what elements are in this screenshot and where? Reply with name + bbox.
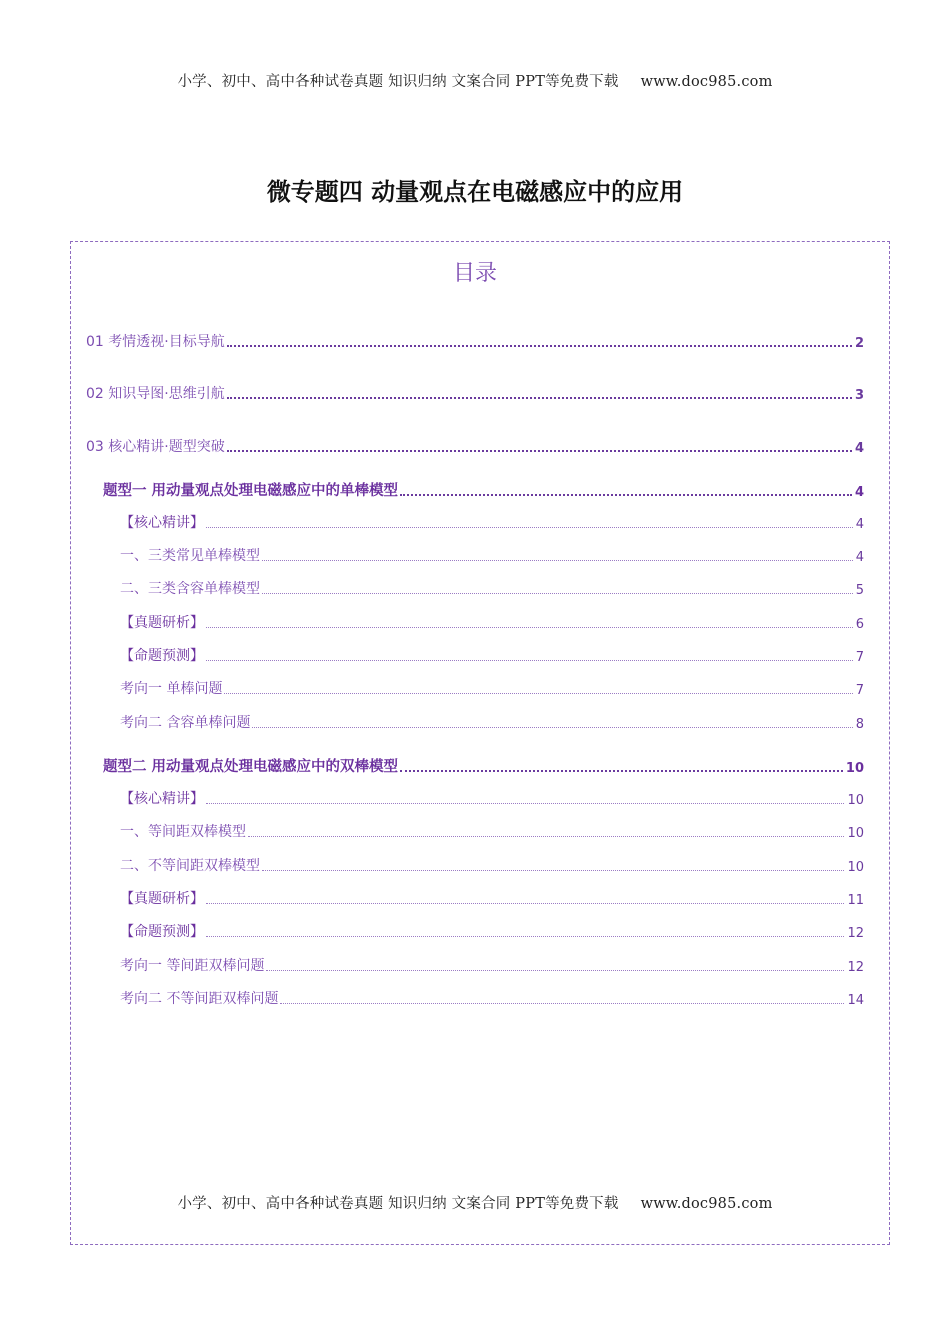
toc-topic-single-rod[interactable] (103, 479, 864, 500)
header-url[interactable]: www.doc985.com (640, 74, 773, 90)
toc-topic-double-rod[interactable] (103, 755, 864, 776)
toc-page-number: 11 (847, 893, 864, 908)
page-header (0, 70, 950, 91)
toc-leader (227, 345, 852, 347)
toc-item[interactable] (120, 512, 864, 532)
toc-item[interactable] (120, 712, 864, 732)
toc-topic-label: 题型二 用动量观点处理电磁感应中的双棒模型 (103, 759, 399, 775)
toc-page-number: 6 (855, 617, 864, 632)
toc-page-number: 12 (847, 926, 864, 941)
toc-page-number: 5 (855, 583, 864, 598)
toc-item[interactable] (120, 645, 864, 665)
toc-leader (400, 770, 843, 772)
toc-leader (248, 836, 844, 837)
toc-page-number: 4 (855, 550, 864, 565)
toc-item[interactable] (120, 545, 864, 565)
toc-page-number: 10 (847, 860, 864, 875)
toc-entry-core[interactable] (86, 436, 864, 456)
toc-item-label: 考向一 等间距双棒问题 (120, 958, 265, 974)
toc-leader (224, 693, 852, 694)
toc-item[interactable] (120, 578, 864, 598)
toc-leader (206, 627, 853, 628)
toc-item-label: 【核心精讲】 (120, 791, 204, 807)
toc-topic-label: 题型一 用动量观点处理电磁感应中的单棒模型 (103, 483, 399, 499)
toc-page-number: 10 (847, 826, 864, 841)
toc-page-number: 8 (855, 717, 864, 732)
toc-leader (400, 494, 852, 496)
footer-text: 小学、初中、高中各种试卷真题 知识归纳 文案合同 PPT等免费下载 (177, 1196, 619, 1212)
toc-item-label: 【核心精讲】 (120, 515, 204, 531)
toc-page-number: 3 (854, 388, 864, 403)
page-footer (0, 1192, 950, 1213)
toc-entry-label: 02 知识导图·思维引航 (86, 386, 225, 402)
toc-entry-label: 01 考情透视·目标导航 (86, 334, 225, 350)
toc-leader (252, 727, 852, 728)
toc-item-label: 一、等间距双棒模型 (120, 824, 246, 840)
toc-item-label: 二、三类含容单棒模型 (120, 581, 260, 597)
toc-page-number: 10 (847, 793, 864, 808)
toc-item-label: 【真题研析】 (120, 891, 204, 907)
toc-leader (262, 560, 853, 561)
toc-page-number: 10 (845, 761, 864, 776)
toc-heading: 目录 (452, 261, 497, 286)
toc-item[interactable] (120, 921, 864, 941)
toc-leader (280, 1003, 844, 1004)
toc-entry-label: 03 核心精讲·题型突破 (86, 439, 225, 455)
toc-item[interactable] (120, 888, 864, 908)
toc-page-number: 4 (855, 517, 864, 532)
toc-page-number: 7 (855, 650, 864, 665)
document-title: 微专题四 动量观点在电磁感应中的应用 (266, 178, 684, 206)
toc-entry-mindmap[interactable] (86, 383, 864, 403)
toc-item-label: 考向二 含容单棒问题 (120, 715, 251, 731)
toc-leader (262, 593, 853, 594)
toc-item-label: 考向二 不等间距双棒问题 (120, 991, 279, 1007)
toc-page-number: 12 (847, 960, 864, 975)
header-text: 小学、初中、高中各种试卷真题 知识归纳 文案合同 PPT等免费下载 (177, 74, 619, 90)
toc-item[interactable] (120, 955, 864, 975)
toc-item-label: 【命题预测】 (120, 924, 204, 940)
toc-leader (266, 970, 844, 971)
toc-leader (262, 870, 844, 871)
toc-item[interactable] (120, 678, 864, 698)
toc-item[interactable] (120, 612, 864, 632)
toc-item-label: 【命题预测】 (120, 648, 204, 664)
toc-item[interactable] (120, 988, 864, 1008)
toc-item-label: 二、不等间距双棒模型 (120, 858, 260, 874)
toc-leader (206, 660, 853, 661)
toc-item-label: 考向一 单棒问题 (120, 681, 223, 697)
toc-page-number: 2 (854, 336, 864, 351)
toc-item[interactable] (120, 855, 864, 875)
toc-leader (206, 936, 844, 937)
toc-item-label: 一、三类常见单棒模型 (120, 548, 260, 564)
toc-leader (227, 450, 852, 452)
footer-url[interactable]: www.doc985.com (640, 1196, 773, 1212)
toc-page-number: 14 (847, 993, 864, 1008)
toc-leader (206, 903, 844, 904)
toc-leader (206, 527, 853, 528)
toc-item[interactable] (120, 788, 864, 808)
toc-item[interactable] (120, 821, 864, 841)
toc-page-number: 7 (855, 683, 864, 698)
toc-entry-overview[interactable] (86, 331, 864, 351)
toc-page-number: 4 (854, 441, 864, 456)
toc-page-number: 4 (854, 485, 864, 500)
toc-leader (206, 803, 844, 804)
toc-leader (227, 397, 852, 399)
toc-item-label: 【真题研析】 (120, 615, 204, 631)
